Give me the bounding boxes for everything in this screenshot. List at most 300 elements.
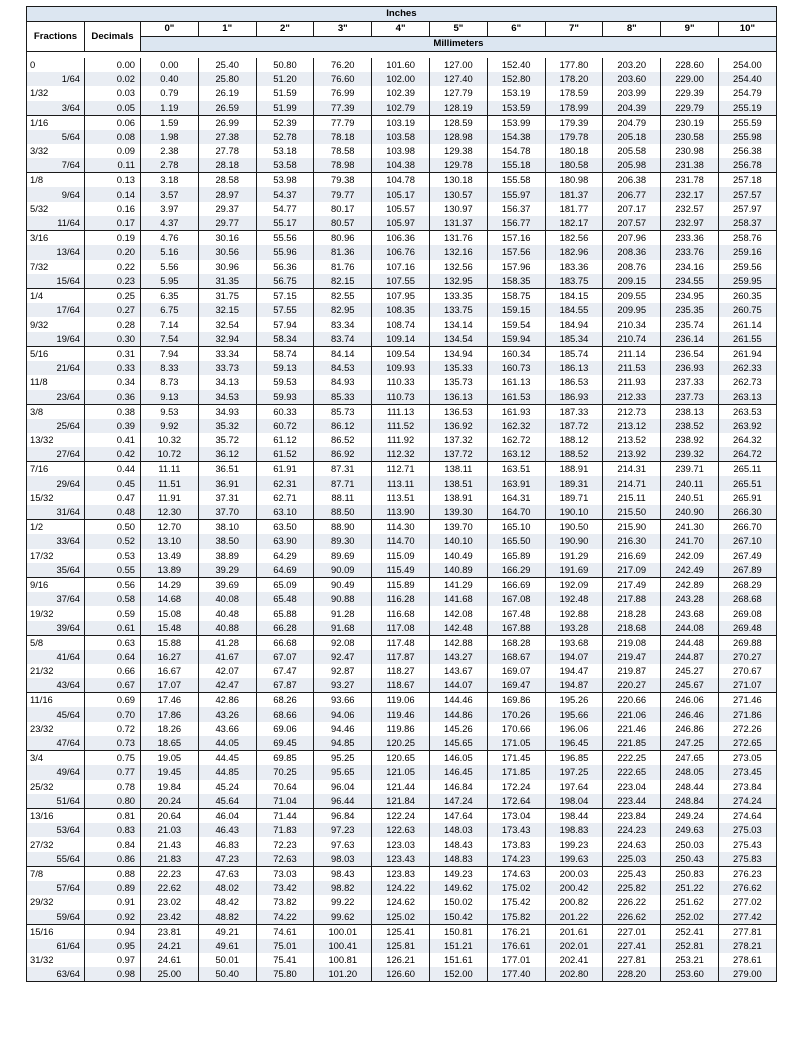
millimeter-cell: 41.67 <box>198 650 256 664</box>
millimeter-cell: 47.23 <box>198 852 256 867</box>
table-row <box>27 693 777 708</box>
millimeter-cell: 29.37 <box>198 202 256 216</box>
millimeter-cell: 120.65 <box>372 751 430 766</box>
fraction-cell: 7/16 <box>27 462 85 477</box>
fraction-cell: 3/8 <box>27 404 85 419</box>
millimeter-cell: 17.46 <box>141 693 199 708</box>
millimeter-cell: 44.85 <box>198 765 256 779</box>
millimeter-cell: 98.03 <box>314 852 372 867</box>
inch-column-header: 2" <box>256 22 314 37</box>
decimal-cell: 0.42 <box>85 447 141 462</box>
millimeter-cell: 171.05 <box>487 736 545 751</box>
millimeter-cell: 203.20 <box>603 58 661 72</box>
millimeter-cell: 115.09 <box>372 549 430 563</box>
millimeter-cell: 194.87 <box>545 678 603 693</box>
millimeter-cell: 90.09 <box>314 563 372 578</box>
millimeter-cell: 268.68 <box>718 592 776 606</box>
millimeter-cell: 41.28 <box>198 635 256 650</box>
millimeter-cell: 48.02 <box>198 881 256 895</box>
millimeter-cell: 102.00 <box>372 72 430 86</box>
fraction-cell: 27/64 <box>27 447 85 462</box>
millimeter-cell: 62.31 <box>256 476 314 490</box>
fraction-cell: 7/32 <box>27 260 85 274</box>
table-row <box>27 549 777 563</box>
decimal-cell: 0.64 <box>85 650 141 664</box>
decimal-cell: 0.67 <box>85 678 141 693</box>
millimeter-cell: 137.32 <box>429 433 487 447</box>
millimeter-cell: 158.75 <box>487 289 545 304</box>
millimeter-cell: 257.97 <box>718 202 776 216</box>
decimal-cell: 0.94 <box>85 924 141 939</box>
fraction-cell: 25/32 <box>27 780 85 794</box>
millimeter-cell: 51.99 <box>256 101 314 116</box>
millimeter-cell: 271.46 <box>718 693 776 708</box>
millimeter-cell: 127.40 <box>429 72 487 86</box>
millimeter-cell: 256.78 <box>718 158 776 173</box>
fraction-cell: 17/64 <box>27 303 85 317</box>
millimeter-cell: 104.38 <box>372 158 430 173</box>
fraction-cell: 9/64 <box>27 187 85 201</box>
millimeter-cell: 32.54 <box>198 317 256 331</box>
inch-column-header: 6" <box>487 22 545 37</box>
millimeter-cell: 204.39 <box>603 101 661 116</box>
decimal-cell: 0.89 <box>85 881 141 895</box>
millimeter-cell: 193.68 <box>545 635 603 650</box>
millimeter-cell: 271.07 <box>718 678 776 693</box>
millimeter-cell: 218.68 <box>603 621 661 636</box>
millimeter-cell: 90.88 <box>314 592 372 606</box>
millimeter-cell: 266.70 <box>718 520 776 535</box>
millimeter-cell: 25.40 <box>198 58 256 72</box>
table-row <box>27 577 777 592</box>
fraction-cell: 9/32 <box>27 317 85 331</box>
millimeter-cell: 13.10 <box>141 534 199 548</box>
millimeter-cell: 221.06 <box>603 707 661 721</box>
millimeter-cell: 19.05 <box>141 751 199 766</box>
table-row <box>27 419 777 433</box>
millimeter-cell: 88.90 <box>314 520 372 535</box>
millimeter-cell: 244.87 <box>661 650 719 664</box>
millimeter-cell: 166.69 <box>487 577 545 592</box>
millimeter-cell: 205.58 <box>603 144 661 158</box>
millimeter-cell: 19.84 <box>141 780 199 794</box>
millimeter-cell: 99.62 <box>314 910 372 925</box>
millimeter-cell: 66.68 <box>256 635 314 650</box>
millimeter-cell: 59.53 <box>256 375 314 389</box>
fraction-cell: 45/64 <box>27 707 85 721</box>
decimal-cell: 0.22 <box>85 260 141 274</box>
millimeter-cell: 238.92 <box>661 433 719 447</box>
fraction-cell: 35/64 <box>27 563 85 578</box>
table-row <box>27 592 777 606</box>
millimeter-cell: 86.52 <box>314 433 372 447</box>
millimeter-cell: 48.42 <box>198 895 256 909</box>
millimeter-cell: 4.37 <box>141 216 199 231</box>
millimeter-cell: 229.39 <box>661 86 719 100</box>
millimeter-cell: 119.06 <box>372 693 430 708</box>
millimeter-cell: 241.70 <box>661 534 719 548</box>
millimeter-cell: 65.09 <box>256 577 314 592</box>
millimeter-cell: 210.74 <box>603 332 661 347</box>
millimeter-cell: 140.49 <box>429 549 487 563</box>
millimeter-cell: 84.53 <box>314 361 372 375</box>
decimal-cell: 0.92 <box>85 910 141 925</box>
millimeter-cell: 203.99 <box>603 86 661 100</box>
millimeter-cell: 69.85 <box>256 751 314 766</box>
millimeter-cell: 47.63 <box>198 866 256 881</box>
fraction-cell: 11/64 <box>27 216 85 231</box>
millimeter-cell: 223.04 <box>603 780 661 794</box>
fraction-cell: 21/32 <box>27 664 85 678</box>
millimeter-cell: 163.12 <box>487 447 545 462</box>
millimeter-cell: 267.10 <box>718 534 776 548</box>
millimeter-cell: 213.92 <box>603 447 661 462</box>
table-row <box>27 216 777 231</box>
millimeter-cell: 51.20 <box>256 72 314 86</box>
millimeter-cell: 181.77 <box>545 202 603 216</box>
fraction-cell: 31/64 <box>27 505 85 520</box>
millimeter-cell: 110.33 <box>372 375 430 389</box>
millimeter-cell: 110.73 <box>372 390 430 405</box>
millimeter-cell: 242.89 <box>661 577 719 592</box>
millimeter-cell: 57.55 <box>256 303 314 317</box>
table-row <box>27 274 777 289</box>
table-row <box>27 346 777 361</box>
millimeter-cell: 42.86 <box>198 693 256 708</box>
millimeter-cell: 198.83 <box>545 823 603 837</box>
decimal-cell: 0.48 <box>85 505 141 520</box>
decimal-cell: 0.47 <box>85 491 141 505</box>
fraction-cell: 23/32 <box>27 722 85 736</box>
millimeter-cell: 7.14 <box>141 317 199 331</box>
millimeter-cell: 278.21 <box>718 939 776 953</box>
decimal-cell: 0.45 <box>85 476 141 490</box>
millimeter-cell: 203.60 <box>603 72 661 86</box>
millimeter-cell: 225.43 <box>603 866 661 881</box>
millimeter-cell: 107.55 <box>372 274 430 289</box>
millimeter-cell: 117.48 <box>372 635 430 650</box>
millimeter-cell: 17.86 <box>141 707 199 721</box>
millimeter-cell: 192.09 <box>545 577 603 592</box>
millimeter-cell: 197.25 <box>545 765 603 779</box>
millimeter-cell: 192.48 <box>545 592 603 606</box>
millimeter-cell: 138.11 <box>429 462 487 477</box>
millimeter-cell: 30.56 <box>198 245 256 259</box>
millimeter-cell: 204.79 <box>603 115 661 130</box>
millimeter-cell: 182.56 <box>545 231 603 246</box>
millimeter-cell: 199.63 <box>545 852 603 867</box>
millimeter-cell: 235.35 <box>661 303 719 317</box>
table-row <box>27 317 777 331</box>
decimal-cell: 0.84 <box>85 837 141 851</box>
millimeter-cell: 200.82 <box>545 895 603 909</box>
millimeter-cell: 275.43 <box>718 837 776 851</box>
millimeter-cell: 111.92 <box>372 433 430 447</box>
table-row <box>27 231 777 246</box>
millimeter-cell: 89.69 <box>314 549 372 563</box>
inch-columns-row <box>27 22 777 37</box>
decimal-cell: 0.56 <box>85 577 141 592</box>
millimeter-cell: 159.54 <box>487 317 545 331</box>
millimeter-cell: 164.31 <box>487 491 545 505</box>
decimal-cell: 0.28 <box>85 317 141 331</box>
decimal-cell: 0.39 <box>85 419 141 433</box>
decimal-cell: 0.77 <box>85 765 141 779</box>
fraction-cell: 1/32 <box>27 86 85 100</box>
millimeter-cell: 105.57 <box>372 202 430 216</box>
millimeter-cell: 246.46 <box>661 707 719 721</box>
millimeter-cell: 103.19 <box>372 115 430 130</box>
millimeter-cell: 125.41 <box>372 924 430 939</box>
millimeter-cell: 70.64 <box>256 780 314 794</box>
millimeter-cell: 34.53 <box>198 390 256 405</box>
millimeter-cell: 257.57 <box>718 187 776 201</box>
millimeter-cell: 186.93 <box>545 390 603 405</box>
millimeter-cell: 13.49 <box>141 549 199 563</box>
millimeter-cell: 147.64 <box>429 809 487 824</box>
millimeter-cell: 115.49 <box>372 563 430 578</box>
table-row <box>27 852 777 867</box>
millimeter-cell: 180.58 <box>545 158 603 173</box>
decimal-cell: 0.19 <box>85 231 141 246</box>
millimeter-cell: 221.85 <box>603 736 661 751</box>
millimeter-cell: 178.99 <box>545 101 603 116</box>
millimeter-cell: 3.57 <box>141 187 199 201</box>
millimeter-cell: 230.58 <box>661 130 719 144</box>
millimeter-cell: 222.65 <box>603 765 661 779</box>
millimeter-cell: 161.53 <box>487 390 545 405</box>
table-row <box>27 58 777 72</box>
millimeter-cell: 139.70 <box>429 520 487 535</box>
fraction-cell: 47/64 <box>27 736 85 751</box>
millimeter-cell: 82.95 <box>314 303 372 317</box>
millimeter-cell: 175.82 <box>487 910 545 925</box>
millimeter-cell: 54.77 <box>256 202 314 216</box>
table-row <box>27 939 777 953</box>
millimeter-cell: 144.46 <box>429 693 487 708</box>
table-row <box>27 751 777 766</box>
decimal-cell: 0.91 <box>85 895 141 909</box>
decimal-cell: 0.52 <box>85 534 141 548</box>
decimal-cell: 0.23 <box>85 274 141 289</box>
millimeter-cell: 1.98 <box>141 130 199 144</box>
decimal-cell: 0.59 <box>85 606 141 620</box>
millimeter-cell: 92.87 <box>314 664 372 678</box>
millimeter-cell: 208.76 <box>603 260 661 274</box>
millimeter-cell: 211.93 <box>603 375 661 389</box>
millimeter-cell: 182.96 <box>545 245 603 259</box>
millimeter-cell: 109.54 <box>372 346 430 361</box>
millimeter-cell: 63.10 <box>256 505 314 520</box>
millimeter-cell: 181.37 <box>545 187 603 201</box>
table-row <box>27 245 777 259</box>
millimeter-cell: 139.30 <box>429 505 487 520</box>
millimeter-cell: 153.59 <box>487 101 545 116</box>
millimeter-cell: 153.99 <box>487 115 545 130</box>
millimeter-cell: 151.61 <box>429 953 487 967</box>
millimeter-cell: 152.00 <box>429 967 487 982</box>
millimeter-cell: 231.38 <box>661 158 719 173</box>
millimeter-cell: 122.24 <box>372 809 430 824</box>
fraction-cell: 55/64 <box>27 852 85 867</box>
table-row <box>27 881 777 895</box>
millimeter-cell: 102.39 <box>372 86 430 100</box>
millimeter-cell: 247.25 <box>661 736 719 751</box>
millimeter-cell: 190.90 <box>545 534 603 548</box>
millimeter-cell: 240.90 <box>661 505 719 520</box>
millimeter-cell: 113.11 <box>372 476 430 490</box>
millimeter-cell: 151.21 <box>429 939 487 953</box>
millimeter-cell: 119.86 <box>372 722 430 736</box>
millimeter-cell: 162.72 <box>487 433 545 447</box>
millimeter-cell: 98.43 <box>314 866 372 881</box>
millimeter-cell: 225.03 <box>603 852 661 867</box>
fraction-cell: 5/8 <box>27 635 85 650</box>
millimeter-cell: 43.66 <box>198 722 256 736</box>
millimeter-cell: 184.15 <box>545 289 603 304</box>
millimeter-cell: 236.93 <box>661 361 719 375</box>
millimeter-cell: 55.17 <box>256 216 314 231</box>
millimeter-cell: 171.45 <box>487 751 545 766</box>
millimeter-cell: 131.37 <box>429 216 487 231</box>
millimeter-cell: 55.96 <box>256 245 314 259</box>
millimeter-cell: 209.15 <box>603 274 661 289</box>
millimeter-cell: 27.78 <box>198 144 256 158</box>
millimeter-cell: 273.84 <box>718 780 776 794</box>
millimeter-cell: 46.43 <box>198 823 256 837</box>
fraction-cell: 1/4 <box>27 289 85 304</box>
millimeter-cell: 251.62 <box>661 895 719 909</box>
millimeter-cell: 215.90 <box>603 520 661 535</box>
table-row <box>27 332 777 347</box>
millimeter-cell: 137.72 <box>429 447 487 462</box>
millimeter-cell: 98.82 <box>314 881 372 895</box>
millimeter-cell: 251.22 <box>661 881 719 895</box>
fraction-cell: 13/32 <box>27 433 85 447</box>
table-row <box>27 130 777 144</box>
millimeter-cell: 223.84 <box>603 809 661 824</box>
millimeter-cell: 28.97 <box>198 187 256 201</box>
millimeter-cell: 248.05 <box>661 765 719 779</box>
decimal-cell: 0.86 <box>85 852 141 867</box>
millimeter-cell: 63.90 <box>256 534 314 548</box>
millimeter-cell: 129.38 <box>429 144 487 158</box>
millimeter-cell: 274.64 <box>718 809 776 824</box>
millimeter-cell: 79.77 <box>314 187 372 201</box>
millimeter-cell: 45.64 <box>198 794 256 809</box>
millimeter-cell: 219.47 <box>603 650 661 664</box>
millimeter-cell: 217.88 <box>603 592 661 606</box>
millimeter-cell: 96.04 <box>314 780 372 794</box>
millimeter-cell: 160.34 <box>487 346 545 361</box>
millimeter-cell: 45.24 <box>198 780 256 794</box>
millimeter-cell: 224.63 <box>603 837 661 851</box>
millimeter-cell: 169.07 <box>487 664 545 678</box>
millimeter-cell: 250.43 <box>661 852 719 867</box>
millimeter-cell: 67.07 <box>256 650 314 664</box>
millimeter-cell: 33.73 <box>198 361 256 375</box>
millimeter-cell: 57.94 <box>256 317 314 331</box>
millimeter-cell: 261.94 <box>718 346 776 361</box>
millimeter-cell: 264.32 <box>718 433 776 447</box>
millimeter-cell: 0.40 <box>141 72 199 86</box>
inch-column-header: 1" <box>198 22 256 37</box>
millimeter-cell: 222.25 <box>603 751 661 766</box>
millimeter-cell: 87.71 <box>314 476 372 490</box>
millimeter-cell: 258.76 <box>718 231 776 246</box>
millimeter-cell: 30.16 <box>198 231 256 246</box>
millimeter-cell: 279.00 <box>718 967 776 982</box>
millimeter-cell: 100.41 <box>314 939 372 953</box>
millimeter-cell: 245.27 <box>661 664 719 678</box>
millimeter-cell: 211.14 <box>603 346 661 361</box>
millimeter-cell: 199.23 <box>545 837 603 851</box>
millimeter-cell: 248.84 <box>661 794 719 809</box>
millimeter-cell: 19.45 <box>141 765 199 779</box>
millimeter-cell: 114.70 <box>372 534 430 548</box>
millimeter-cell: 73.82 <box>256 895 314 909</box>
table-row <box>27 187 777 201</box>
millimeter-cell: 64.69 <box>256 563 314 578</box>
millimeter-cell: 125.02 <box>372 910 430 925</box>
millimeter-cell: 240.51 <box>661 491 719 505</box>
millimeter-cell: 184.55 <box>545 303 603 317</box>
millimeter-cell: 207.96 <box>603 231 661 246</box>
millimeter-cell: 80.17 <box>314 202 372 216</box>
millimeter-cell: 261.14 <box>718 317 776 331</box>
millimeter-cell: 196.45 <box>545 736 603 751</box>
table-row <box>27 361 777 375</box>
fraction-cell: 17/32 <box>27 549 85 563</box>
millimeter-cell: 75.80 <box>256 967 314 982</box>
decimal-cell: 0.58 <box>85 592 141 606</box>
millimeter-cell: 232.17 <box>661 187 719 201</box>
millimeter-cell: 178.20 <box>545 72 603 86</box>
millimeter-cell: 69.45 <box>256 736 314 751</box>
millimeter-cell: 40.88 <box>198 621 256 636</box>
millimeter-cell: 38.50 <box>198 534 256 548</box>
fraction-cell: 3/32 <box>27 144 85 158</box>
millimeter-cell: 74.22 <box>256 910 314 925</box>
decimal-cell: 0.69 <box>85 693 141 708</box>
millimeter-cell: 126.60 <box>372 967 430 982</box>
millimeter-cell: 89.30 <box>314 534 372 548</box>
millimeter-cell: 238.13 <box>661 404 719 419</box>
millimeter-cell: 182.17 <box>545 216 603 231</box>
millimeter-cell: 7.54 <box>141 332 199 347</box>
millimeter-cell: 118.67 <box>372 678 430 693</box>
millimeter-cell: 265.11 <box>718 462 776 477</box>
table-row <box>27 404 777 419</box>
millimeter-cell: 250.83 <box>661 866 719 881</box>
millimeter-cell: 246.06 <box>661 693 719 708</box>
millimeter-cell: 91.28 <box>314 606 372 620</box>
fraction-cell: 15/64 <box>27 274 85 289</box>
millimeter-cell: 252.81 <box>661 939 719 953</box>
millimeter-cell: 219.87 <box>603 664 661 678</box>
millimeter-cell: 88.50 <box>314 505 372 520</box>
table-row <box>27 910 777 925</box>
millimeter-cell: 35.72 <box>198 433 256 447</box>
millimeter-cell: 233.36 <box>661 231 719 246</box>
millimeter-cell: 255.98 <box>718 130 776 144</box>
millimeter-cell: 105.17 <box>372 187 430 201</box>
millimeter-cell: 186.53 <box>545 375 603 389</box>
millimeter-cell: 67.47 <box>256 664 314 678</box>
millimeter-cell: 97.63 <box>314 837 372 851</box>
millimeter-cell: 29.77 <box>198 216 256 231</box>
millimeter-cell: 111.13 <box>372 404 430 419</box>
